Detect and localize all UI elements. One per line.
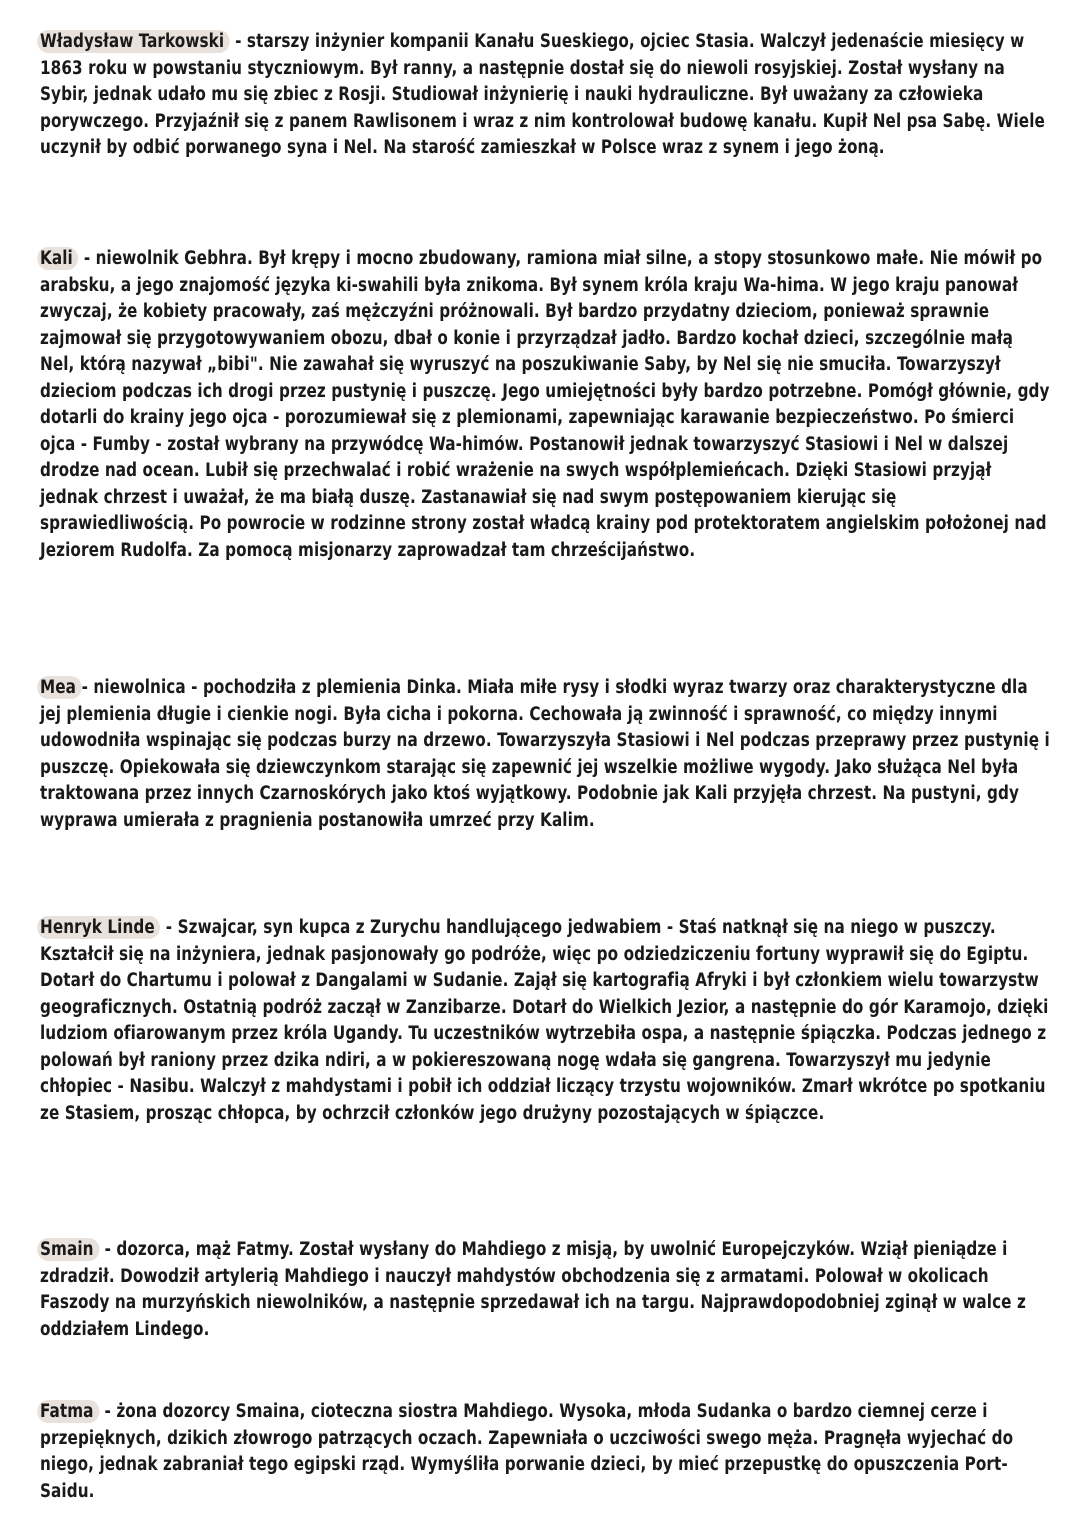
entry-fatma — [40, 1399, 1050, 1505]
entry-mea — [40, 675, 1050, 834]
entry-kali — [40, 246, 1050, 564]
character-name: Fatma — [37, 1400, 99, 1423]
character-description: - żona dozorcy Smaina, cioteczna siostra Mahdiego. Wysoka, młoda Sudanka o bardzo ciemnej cerze i przepięknych, dzikich złowrogo patrzących oczach. Zapewniała o uczciwości swego męża. Pragnęła wyjechać do niego, jednak zabraniał tego egipski rząd. Wymyśliła porwanie dzieci, by mieć przepustkę do opuszczenia Port-Saidu. — [40, 1401, 1014, 1502]
character-name: Kali — [37, 247, 78, 270]
character-description: - niewolnik Gebhra. Był krępy i mocno zbudowany, ramiona miał silne, a stopy stosunkowo małe. Nie mówił po arabsku, a jego znajomość języka ki-swahili była znikoma. Był synem króla kraju Wa-hima. W jego kraju panował zwyczaj, że kobiety pracowały, zaś mężczyźni próżnowali. Był bardzo przydatny dzieciom, ponieważ sprawnie zajmował się przygotowywaniem obozu, dbał o konie i przyrządzał jadło. Bardzo kochał dzieci, szczególnie małą Nel, którą nazywał „bibi". Nie zawahał się wyruszyć na poszukiwanie Saby, by Nel się nie smuciła. Towarzyszył dzieciom podczas ich drogi przez pustynię i puszczę. Jego umiejętności były bardzo potrzebne. Pomógł głównie, gdy dotarli do krainy jego ojca - porozumiewał się z plemionami, zapewniając karawanie bezpieczeństwo. Po śmierci ojca - Fumby - został wybrany na przywódcę Wa-himów. Postanowił jednak towarzyszyć Stasiowi i Nel w dalszej drodze nad ocean. Lubił się przechwalać i robić wrażenie na swych współplemieńcach. Dzięki Stasiowi przyjął jednak chrzest i uważał, że ma białą duszę. Zastanawiał się nad swym postępowaniem kierując się sprawiedliwością. Po powrocie w rodzinne strony został władcą krainy pod protektoratem angielskim położonej nad Jeziorem Rudolfa. Za pomocą misjonarzy zaprowadzał tam chrześcijaństwo. — [40, 248, 1050, 561]
character-name: Władysław Tarkowski — [37, 30, 230, 53]
entry-wladyslaw-tarkowski — [40, 29, 1050, 162]
entry-henryk-linde — [40, 915, 1050, 1127]
character-name: Smain — [37, 1238, 99, 1261]
character-name: Henryk Linde — [37, 916, 160, 939]
character-description: - Szwajcar, syn kupca z Zurychu handlującego jedwabiem - Staś natknął się na niego w puszczy. Kształcił się na inżyniera, jednak pasjonowały go podróże, więc po odziedziczeniu fortuny wyprawił się do Egiptu. Dotarł do Chartumu i polował z Dangalami w Sudanie. Zajął się kartografią Afryki i był członkiem wielu towarzystw geograficznych. Ostatnią podróż zaczął w Zanzibarze. Dotarł do Wielkich Jezior, a następnie do gór Karamojo, dzięki ludziom ofiarowanym przez króla Ugandy. Tu uczestników wytrzebiła ospa, a następnie śpiączka. Podczas jednego z polowań był raniony przez dzika ndiri, a w pokiereszowaną nogę wdała się gangrena. Towarzyszył mu jedynie chłopiec - Nasibu. Walczył z mahdystami i pobił ich oddział liczący trzystu wojowników. Zmarł wkrótce po spotkaniu ze Stasiem, prosząc chłopca, by ochrzcił członków jego drużyny pozostających w śpiączce. — [40, 917, 1049, 1124]
entry-smain — [40, 1237, 1050, 1343]
character-description: - dozorca, mąż Fatmy. Został wysłany do Mahdiego z misją, by uwolnić Europejczyków. Wziął pieniądze i zdradził. Dowodził artylerią Mahdiego i nauczył mahdystów obchodzenia się z armatami. Polował w okolicach Faszody na murzyńskich niewolników, a następnie sprzedawał ich na targu. Najprawdopodobniej zginął w walce z oddziałem Lindego. — [40, 1239, 1026, 1340]
character-description: - starszy inżynier kompanii Kanału Sueskiego, ojciec Stasia. Walczył jedenaście miesięcy w 1863 roku w powstaniu styczniowym. Był ranny, a następnie dostał się do niewoli rosyjskiej. Został wysłany na Sybir, jednak udało mu się zbiec z Rosji. Studiował inżynierię i nauki hydrauliczne. Był uważany za człowieka porywczego. Przyjaźnił się z panem Rawlisonem i wraz z nim kontrolował budowę kanału. Kupił Nel psa Sabę. Wiele uczynił by odbić porwanego syna i Nel. Na starość zamieszkał w Polsce wraz z synem i jego żoną. — [40, 31, 1045, 158]
character-description: - niewolnica - pochodziła z plemienia Dinka. Miała miłe rysy i słodki wyraz twarzy oraz charakterystyczne dla jej plemienia długie i cienkie nogi. Była cicha i pokorna. Cechowała ją zwinność i sprawność, co między innymi udowodniła wspinając się podczas burzy na drzewo. Towarzyszyła Stasiowi i Nel podczas przeprawy przez pustynię i puszczę. Opiekowała się dziewczynkom starając się zapewnić jej wszelkie możliwe wygody. Jako służąca Nel była traktowana przez innych Czarnoskórych jako ktoś wyjątkowy. Podobnie jak Kali przyjęła chrzest. Na pustyni, gdy wyprawa umierała z pragnienia postanowiła umrzeć przy Kalim. — [40, 677, 1050, 831]
character-name: Mea — [37, 676, 81, 699]
